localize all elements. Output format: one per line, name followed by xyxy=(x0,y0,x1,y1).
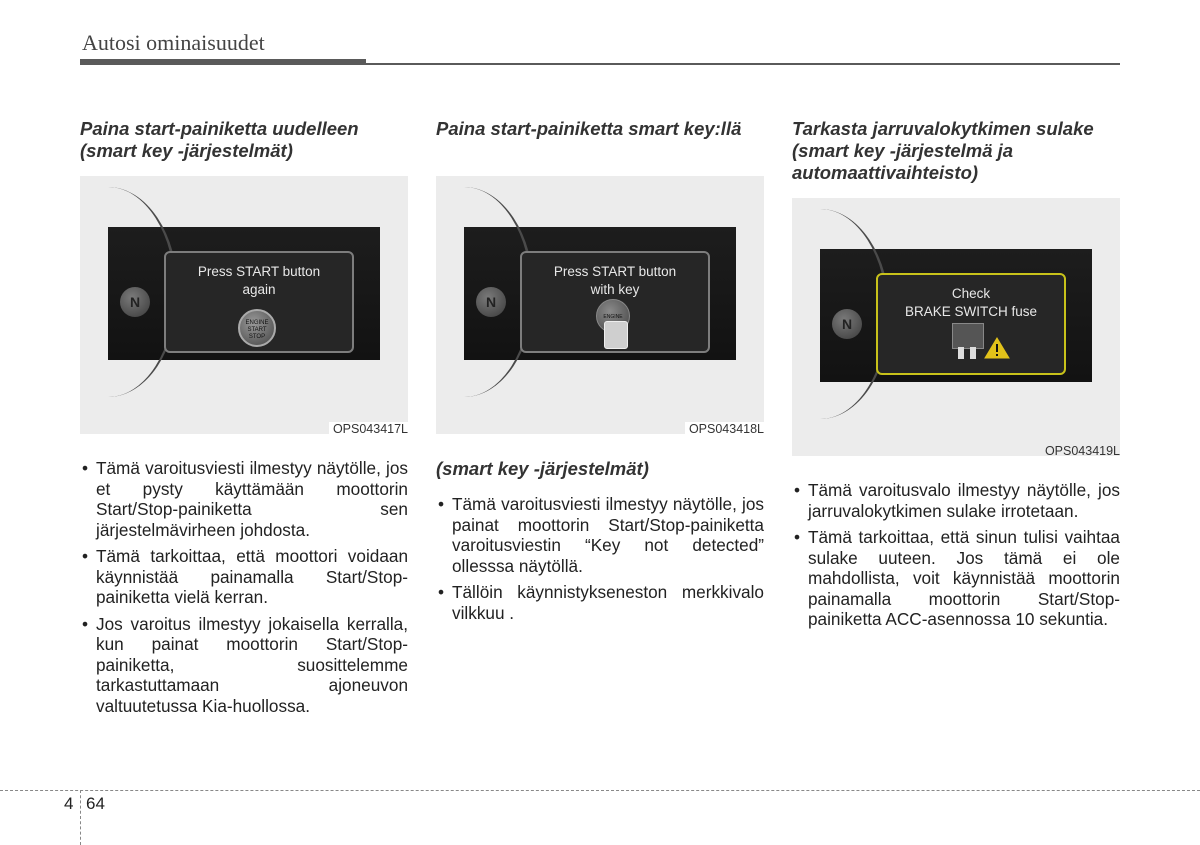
column-3 xyxy=(792,118,1120,636)
list-item: • Tämä varoitusviesti ilmestyy näytölle, jos et pysty käyttämään moottorin Start/Stop-painiketta sen järjestelmävirheen johdosta. xyxy=(80,458,408,540)
figure-code: OPS043419L xyxy=(1044,444,1120,458)
screen-line-1: Press START button xyxy=(553,264,677,279)
list-item: • Tämä varoitusvalo ilmestyy näytölle, jos jarruvalokytkimen sulake irrotetaan. xyxy=(792,480,1120,521)
bullet-list xyxy=(80,458,408,716)
figure-press-start-again xyxy=(80,176,408,434)
page-number: 64 xyxy=(86,794,105,813)
sub-heading: (smart key -järjestelmät) xyxy=(436,458,649,479)
list-item: • Tämä varoitusviesti ilmestyy näytölle, jos painat moottorin Start/Stop-painiketta varoitusviestin “Key not detected” ollesssa näytöllä. xyxy=(436,494,764,576)
screen-line-2: BRAKE SWITCH fuse xyxy=(904,304,1038,319)
dashboard-display xyxy=(820,249,1092,382)
header-title: Autosi ominaisuudet xyxy=(82,30,265,55)
gear-knob-icon: N xyxy=(476,287,506,317)
smart-key-icon xyxy=(602,299,632,345)
list-item: • Tällöin käynnistykseneston merkkivalo vilkkuu . xyxy=(436,582,764,623)
footer-vertical-rule xyxy=(80,790,81,845)
fuse-icon xyxy=(952,323,1012,363)
section-heading: Paina start-painiketta uudelleen (smart key -järjestelmät) xyxy=(80,118,359,161)
column-2 xyxy=(436,118,764,629)
section-heading: Paina start-painiketta smart key:llä xyxy=(436,118,742,139)
start-button-icon: ENGINE xyxy=(596,299,630,333)
screen-line-1: Press START button xyxy=(197,264,321,279)
list-item: • Tämä tarkoittaa, että sinun tulisi vaihtaa sulake uuteen. Jos tämä ei ole mahdollista, voit käynnistää moottorin painamalla moottorin Start/Stop-painiketta ACC-asennossa 10 sekuntia. xyxy=(792,527,1120,630)
list-item: • Tämä tarkoittaa, että moottori voidaan käynnistää painamalla Start/Stop-painiketta vielä kerran. xyxy=(80,546,408,608)
section-heading: Tarkasta jarruvalokytkimen sulake (smart key -järjestelmä ja automaattivaihteisto) xyxy=(792,118,1094,183)
warning-screen xyxy=(164,251,354,353)
gear-knob-icon: N xyxy=(120,287,150,317)
footer-rule xyxy=(0,790,1200,791)
screen-line-2: again xyxy=(242,282,276,297)
gear-knob-icon: N xyxy=(832,309,862,339)
list-item: • Jos varoitus ilmestyy jokaisella kerralla, kun painat moottorin Start/Stop-painiketta, suosittelemme tarkastuttamaan ajoneuvon valtuutetussa Kia-huollossa. xyxy=(80,614,408,717)
warning-triangle-icon xyxy=(984,337,1010,359)
header-rule-thick xyxy=(80,59,366,65)
bullet-list xyxy=(792,480,1120,630)
figure-press-start-with-key xyxy=(436,176,764,434)
dashboard-display xyxy=(464,227,736,360)
warning-screen xyxy=(876,273,1066,375)
dashboard-display xyxy=(108,227,380,360)
warning-screen xyxy=(520,251,710,353)
header-rule-thin xyxy=(366,63,1120,65)
figure-code: OPS043417L xyxy=(329,422,408,436)
screen-line-2: with key xyxy=(590,282,640,297)
figure-check-brake-switch-fuse xyxy=(792,198,1120,456)
figure-code: OPS043418L xyxy=(685,422,764,436)
screen-line-1: Check xyxy=(951,286,991,301)
bullet-list xyxy=(436,494,764,623)
start-stop-button-icon: ENGINE START STOP xyxy=(238,309,276,347)
chapter-number: 4 xyxy=(64,794,74,813)
column-1 xyxy=(80,118,408,722)
